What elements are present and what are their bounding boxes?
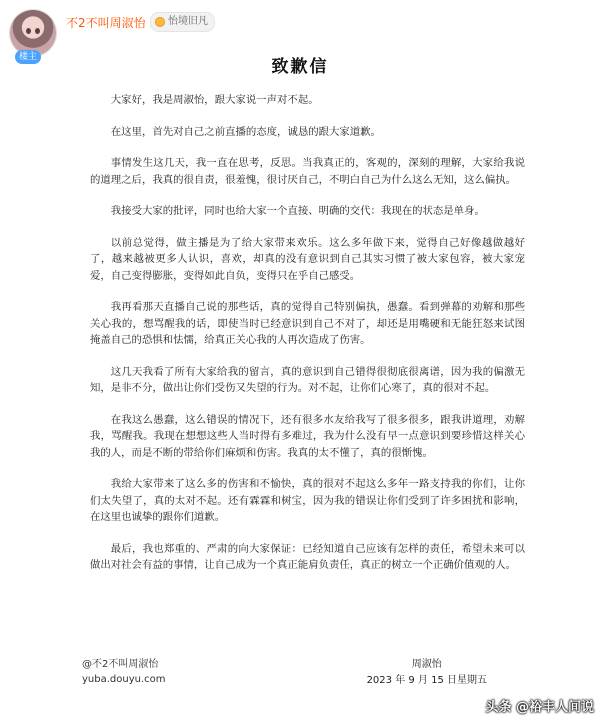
letter-paragraph: 在我这么愚蠢，这么错误的情况下，还有很多水友给我写了很多很多，跟我讲道理，劝解我，骂醒我。我现在想想这些人当时得有多难过，我为什么没有早一点意识到要珍惜这样关心我的人，而是不断的带给你们麻烦和伤害。我真的太不懂了，真的很惭愧。 (90, 413, 525, 459)
toutiao-watermark: 头条 @裕丰人间说 (485, 700, 594, 715)
letter-title: 致歉信 (271, 57, 329, 77)
letter-paragraph: 大家好，我是周淑怡，跟大家说一声对不起。 (110, 94, 319, 106)
medal-icon (155, 17, 165, 27)
signature-name: 周淑怡 (411, 659, 442, 670)
letter-paragraph: 我再看那天直播自己说的那些话，真的觉得自己特别偏执，愚蠢。看到弹幕的劝解和那些关心我的，想骂醒我的话，即使当时已经意识到自己不对了，却还是用嘴硬和无能狂怒来试图掩盖自己的恐惧和怯懦，给真正关心我的人再次造成了伤害。 (90, 301, 525, 346)
watermark-handle: @不2不叫周淑怡 (82, 659, 159, 670)
nickname-badge-label: 怡境旧凡 (168, 16, 208, 27)
letter-paragraph: 事情发生这几天，我一直在思考，反思。当我真正的，客观的，深刻的理解，大家给我说的道理之后，我真的很自责，很羞愧，很讨厌自己，不明白自己为什么这么无知，这么偏执。 (90, 157, 525, 186)
letter-paragraph: 在这里，首先对自己之前直播的态度，诚恳的跟大家道歉。 (110, 125, 381, 138)
letter-paragraph: 我接受大家的批评，同时也给大家一个直接、明确的交代：我现在的状态是单身。 (110, 205, 485, 217)
nickname-badge[interactable] (150, 12, 215, 32)
host-badge: 楼主 (15, 50, 41, 64)
letter-signature (367, 657, 487, 689)
letter-paragraph: 这几天我看了所有大家给我的留言，真的意识到自己错得很彻底很离谱，因为我的偏激无知，是非不分，做出让你们受伤又失望的行为。对不起，让你们心寒了，真的很对不起。 (90, 365, 525, 394)
avatar-eye-icon (26, 28, 31, 34)
douyu-watermark (82, 657, 166, 687)
letter-paragraph: 以前总觉得，做主播是为了给大家带来欢乐。这么多年做下来，觉得自己好像越做越好了，越来越被更多人认识，喜欢，却真的没有意识到自己其实习惯了被大家包容，被大家宠爱，自己变得膨胀，变得如此自负，变得只在乎自己感受。 (90, 236, 525, 282)
watermark-url: yuba.douyu.com (82, 674, 166, 685)
letter-paragraph: 我给大家带来了这么多的伤害和不愉快，真的很对不起这么多年一路支持我的你们，让你们太失望了，真的太对不起。还有霖霖和树宝，因为我的错误让你们受到了许多困扰和影响，在这里也诚挚的跟你们道歉。 (90, 478, 525, 523)
letter-paragraph: 最后，我也郑重的、严肃的向大家保证：已经知道自己应该有怎样的责任，希望未来可以做出对社会有益的事情，让自己成为一个真正能肩负责任，真正的树立一个正确价值观的人。 (90, 542, 525, 571)
letter-body (90, 92, 525, 589)
signature-date: 2023 年 9 月 15 日星期五 (366, 675, 487, 686)
avatar-eye-icon (35, 28, 40, 34)
author-name[interactable]: 不2不叫周淑怡 (66, 16, 146, 30)
